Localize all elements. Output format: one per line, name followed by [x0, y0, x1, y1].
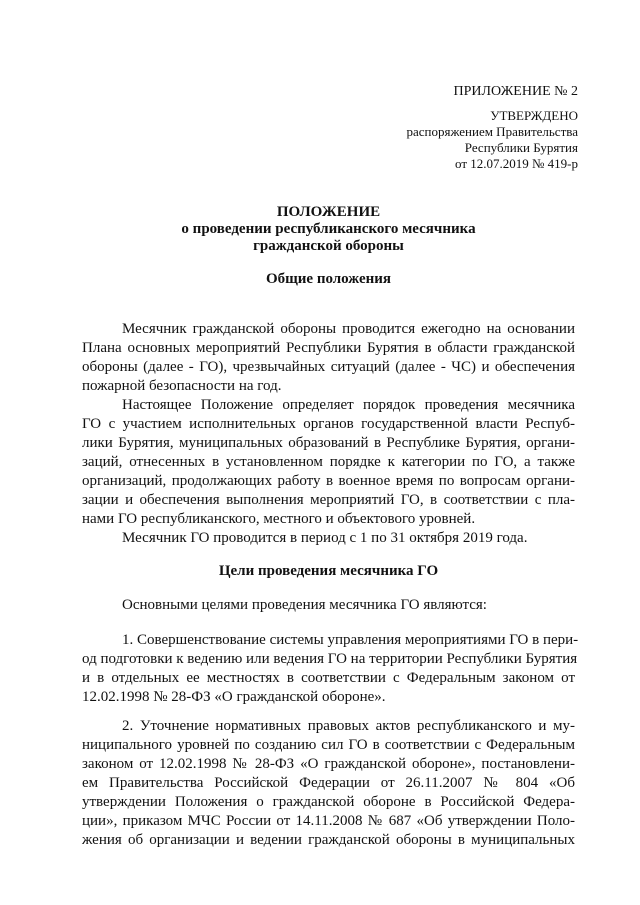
approved-label: УТВЕРЖДЕНО — [490, 108, 578, 123]
paragraph-line: обороны (далее - ГО), чрезвычайных ситуаций (далее - ЧС) и обеспечения — [82, 359, 575, 375]
paragraph-line: Плана основных мероприятий Республики Бурятия в области гражданской — [82, 340, 575, 356]
paragraph-line: жения об организации и ведении гражданской обороны в муниципальных — [82, 832, 575, 848]
paragraph-line: ниципального уровней по созданию сил ГО в соответствии с Федеральным — [82, 737, 575, 753]
paragraph-line: 1. Совершенствование системы управления мероприятиями ГО в пери- — [122, 632, 579, 648]
paragraph-line: 2. Уточнение нормативных правовых актов республиканского и му- — [122, 718, 575, 734]
approval-date-number: от 12.07.2019 № 419-р — [455, 156, 578, 171]
paragraph-line: законом от 12.02.1998 № 28-ФЗ «О гражданской обороне», постановлени- — [82, 756, 575, 772]
doc-subtitle-line2: гражданской обороны — [253, 238, 404, 254]
paragraph-line: заций, отнесенных в установленном порядке к категории по ГО, а также — [82, 454, 575, 470]
paragraph-line: утверждении Положения о гражданской обороне в Российской Федера- — [82, 794, 575, 810]
paragraph-line: организаций, продолжающих работу в военное время по вопросам органи- — [82, 473, 575, 489]
paragraph-line: лики Бурятия, муниципальных образований в Республике Бурятия, органи- — [82, 435, 575, 451]
paragraph-line: Основными целями проведения месячника ГО являются: — [122, 597, 487, 613]
paragraph-line: ции», приказом МЧС России от 14.11.2008 № 687 «Об утверждении Поло- — [82, 813, 575, 829]
paragraph-line: ем Правительства Российской Федерации от 26.11.2007 № 804 «Об — [82, 775, 575, 791]
doc-subtitle-line1: о проведении республиканского месячника — [181, 221, 476, 237]
goals-intro — [82, 596, 575, 615]
doc-title: ПОЛОЖЕНИЕ — [276, 204, 381, 220]
goal-item-2 — [82, 717, 575, 850]
paragraph-line: пожарной безопасности на год. — [82, 378, 282, 394]
paragraph-line: зации и обеспечения выполнения мероприятий ГО, в соответствии с пла- — [82, 492, 575, 508]
paragraph-line: 12.02.1998 № 28-ФЗ «О гражданской обороне». — [82, 689, 386, 705]
paragraph-line: Месячник гражданской обороны проводится ежегодно на основании — [122, 321, 575, 337]
goal-item-1 — [82, 631, 579, 707]
section-heading-goals: Цели проведения месячника ГО — [218, 563, 439, 579]
approved-by-line1: распоряжением Правительства — [406, 124, 578, 139]
paragraph-line: и в отдельных ее местностях в соответствии с Федеральным законом от — [82, 670, 575, 686]
paragraph-line: нами ГО республиканского, местного и объектового уровней. — [82, 511, 476, 527]
section-general-body — [82, 320, 575, 548]
approved-by-line2: Республики Бурятия — [464, 140, 578, 155]
paragraph-line: Месячник ГО проводится в период с 1 по 31 октября 2019 года. — [122, 530, 528, 546]
paragraph-line: ГО с участием исполнительных органов государственной власти Респуб- — [82, 416, 575, 432]
paragraph-line: од подготовки к ведению или ведения ГО на территории Республики Бурятия — [82, 651, 578, 667]
appendix-label: ПРИЛОЖЕНИЕ № 2 — [453, 84, 578, 99]
paragraph-line: Настоящее Положение определяет порядок проведения месячника — [122, 397, 575, 413]
section-heading-general: Общие положения — [265, 271, 392, 287]
